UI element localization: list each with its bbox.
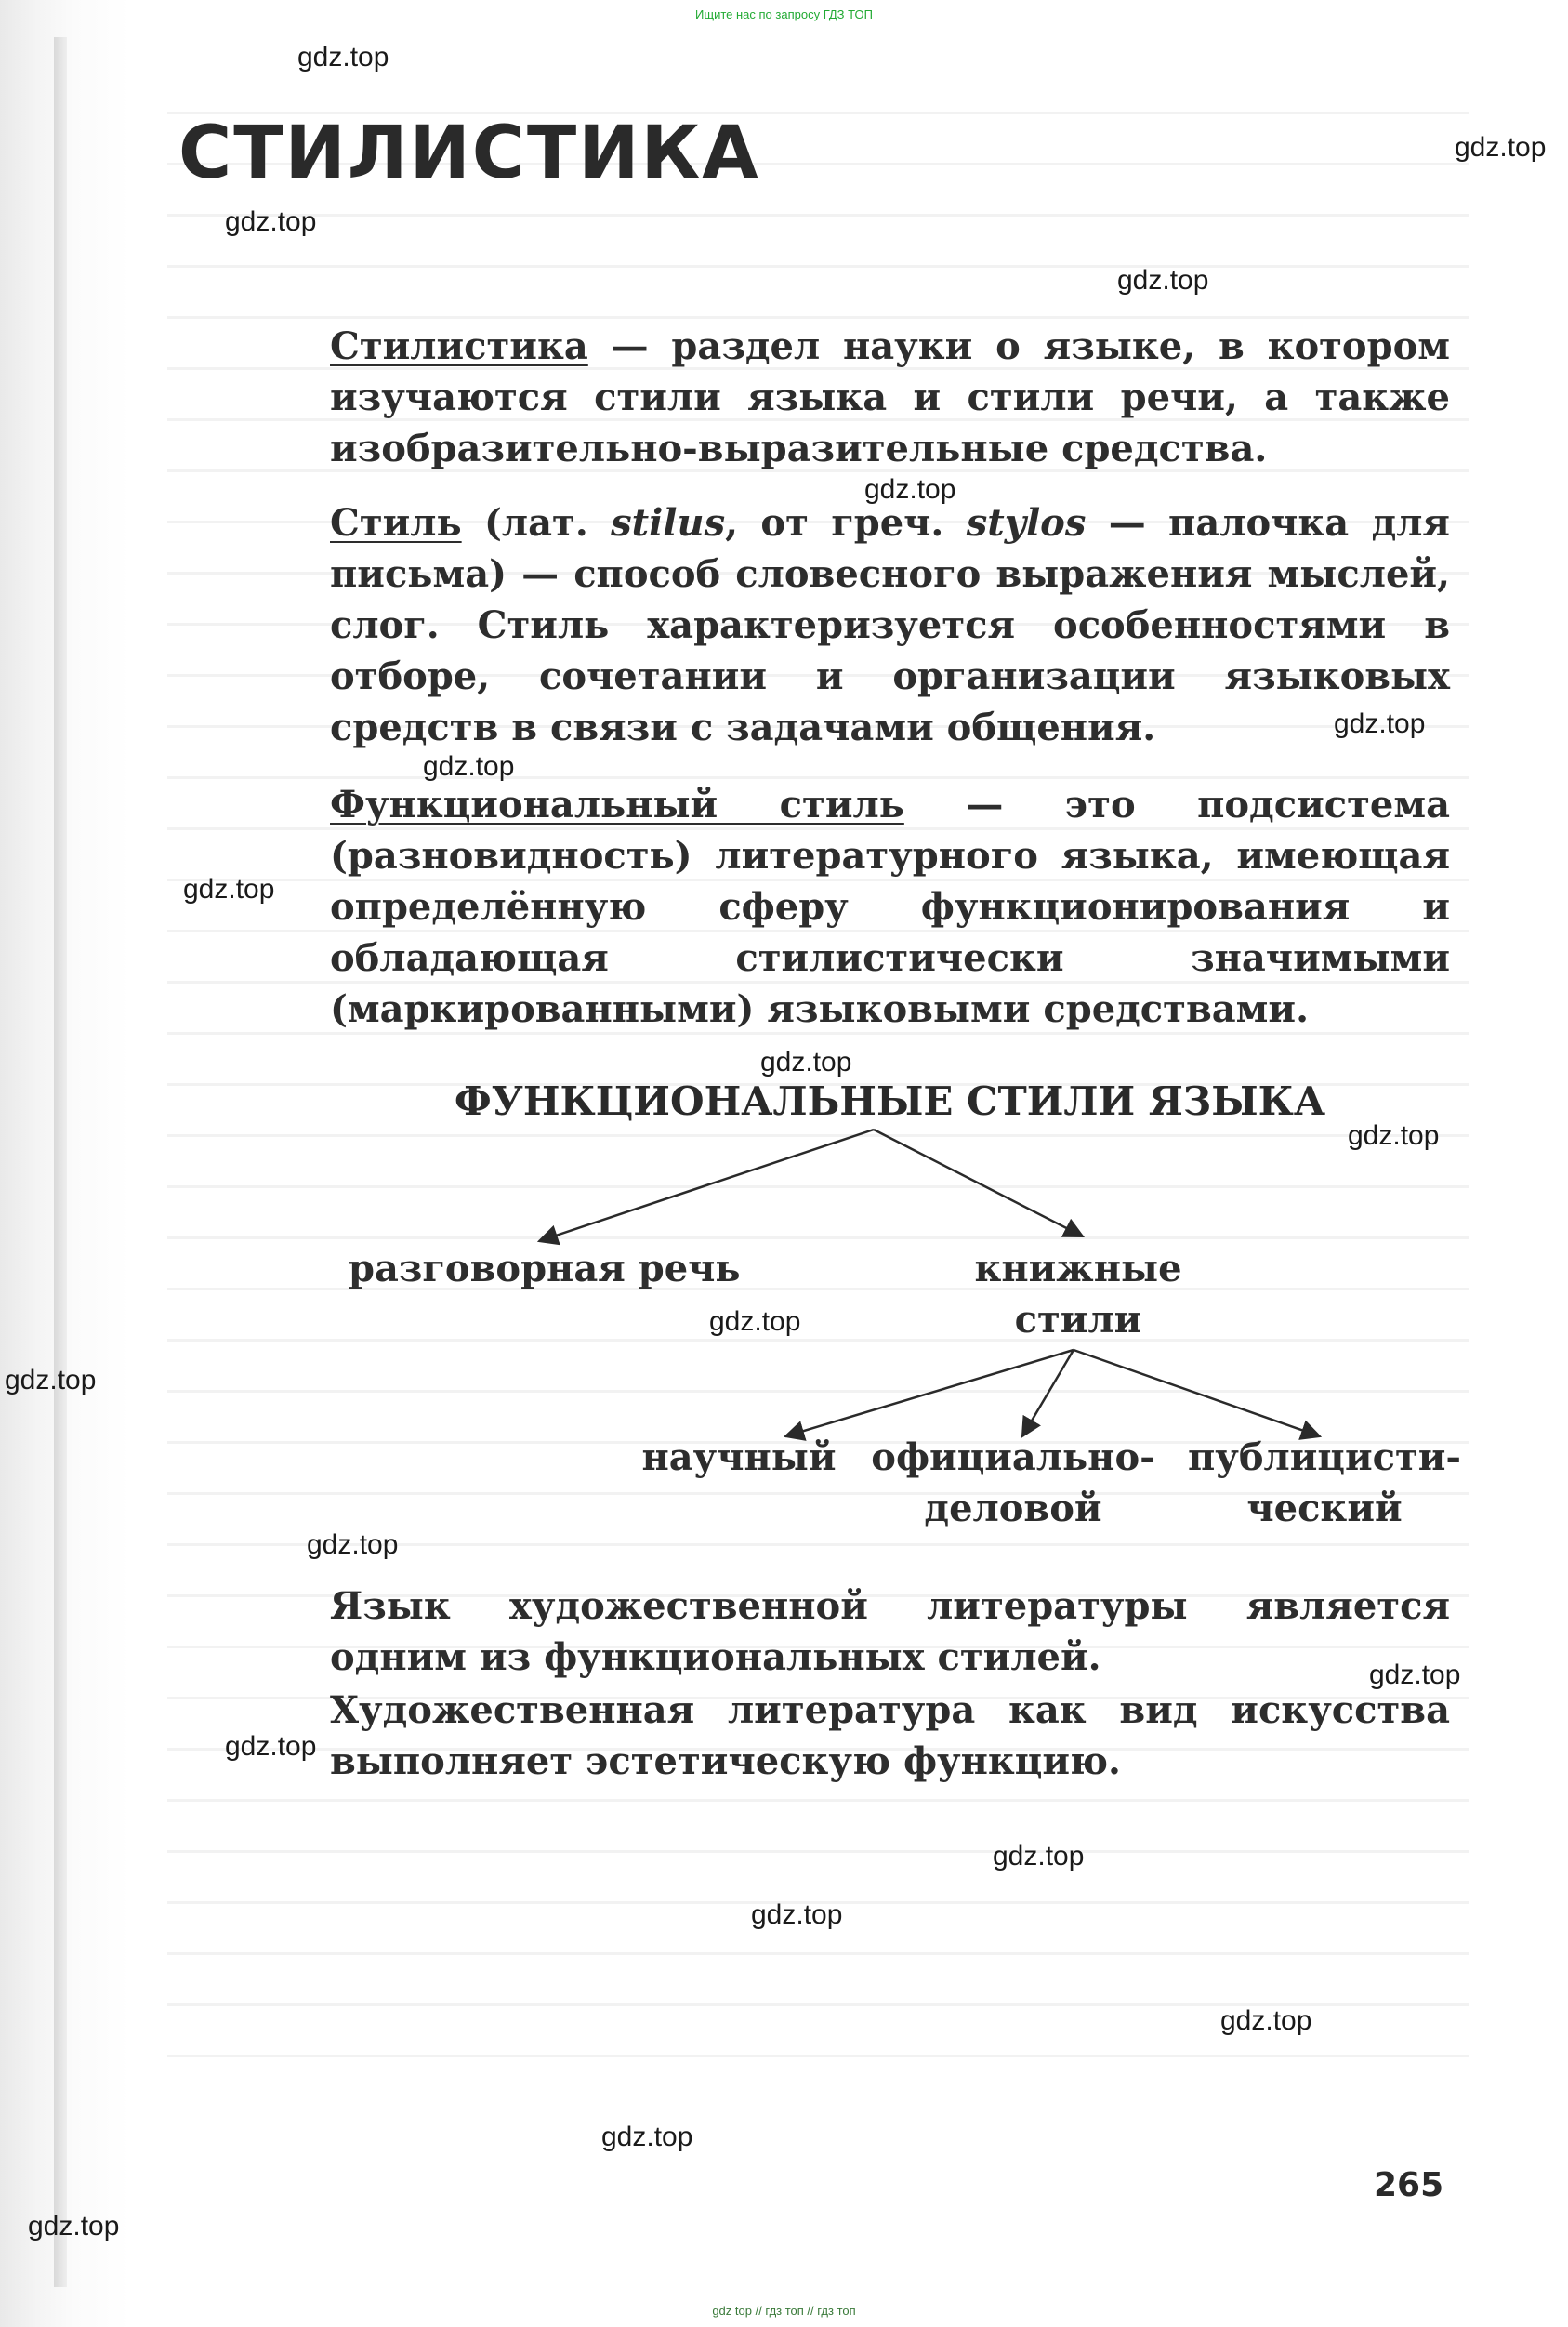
node-official — [864, 1432, 1162, 1534]
definition-stylistics-text: — раздел науки о языке, в котором изучаются стили языка и стили речи, а также изобразительно-выразительные средства. — [330, 324, 1450, 470]
node-publicistic-line2: ческий — [1246, 1487, 1403, 1530]
watermark-text: gdz.top — [225, 1731, 317, 1762]
style-part3: — палочка для письма) — способ словесного выражения мыслей, слог. Стиль характеризуется особенностями в отборе, сочетании и организации языковых средств в связи с задачами общения. — [330, 501, 1450, 749]
greek-word: stylos — [966, 501, 1087, 545]
watermark-text: gdz.top — [28, 2211, 120, 2241]
node-colloquial: разговорная речь — [349, 1247, 741, 1290]
node-publicistic-line1: публицисти- — [1187, 1435, 1462, 1479]
footer-note: gdz top // гдз топ // гдз топ — [712, 2304, 856, 2318]
watermark-text: gdz.top — [1369, 1659, 1461, 1690]
closing-statement-2: Художественная литература как вид искусства выполняет эстетическую функцию. — [330, 1688, 1450, 1783]
watermark-text: gdz.top — [601, 2122, 693, 2152]
watermark-text: gdz.top — [5, 1365, 97, 1395]
watermark-text: gdz.top — [225, 206, 317, 237]
header-note: Ищите нас по запросу ГДЗ ТОП — [695, 7, 873, 21]
term-style: Стиль — [330, 501, 462, 545]
node-publicistic — [1185, 1432, 1464, 1534]
watermark-text: gdz.top — [1348, 1120, 1440, 1151]
watermark-text: gdz.top — [297, 42, 389, 73]
style-part1: (лат. — [461, 501, 612, 545]
arrow-to-publicistic — [1074, 1350, 1320, 1436]
watermark-text: gdz.top — [751, 1899, 843, 1930]
node-official-line2: деловой — [924, 1487, 1102, 1530]
style-part2: , от греч. — [725, 501, 967, 545]
watermark-text: gdz.top — [1117, 265, 1209, 296]
latin-word: stilus — [611, 501, 726, 545]
watermark-text: gdz.top — [1334, 708, 1426, 739]
arrow-to-bookish — [874, 1130, 1083, 1236]
watermark-text: gdz.top — [307, 1529, 399, 1560]
node-bookish-styles — [939, 1243, 1218, 1345]
node-scientific: научный — [641, 1435, 837, 1479]
watermark-text: gdz.top — [760, 1047, 852, 1078]
watermark-text: gdz.top — [183, 874, 275, 905]
term-stylistics: Стилистика — [330, 324, 588, 368]
closing-statement-1: Язык художественной литературы является одним из функциональных стилей. — [330, 1584, 1450, 1679]
node-bookish-line2: стили — [1014, 1298, 1142, 1342]
diagram-title: ФУНКЦИОНАЛЬНЫЕ СТИЛИ ЯЗЫКА — [454, 1078, 1326, 1124]
arrow-to-colloquial — [539, 1130, 874, 1241]
page-number: 265 — [1374, 2166, 1444, 2204]
watermark-text: gdz.top — [1455, 132, 1547, 163]
node-bookish-line1: книжные — [974, 1247, 1182, 1290]
node-official-line1: официально- — [871, 1435, 1155, 1479]
definition-functional-style-text: — это подсистема (разновидность) литературного языка, имеющая определённую сферу функционирования и обладающая стилистически значимыми (маркированными) языковыми средствами. — [330, 783, 1450, 1031]
watermark-text: gdz.top — [993, 1841, 1085, 1871]
watermark-text: gdz.top — [423, 751, 515, 782]
page-title: СТИЛИСТИКА — [178, 112, 760, 195]
term-functional-style: Функциональный стиль — [330, 783, 904, 826]
watermark-text: gdz.top — [709, 1306, 801, 1337]
watermark-text: gdz.top — [1220, 2005, 1312, 2036]
watermark-text: gdz.top — [864, 474, 956, 505]
